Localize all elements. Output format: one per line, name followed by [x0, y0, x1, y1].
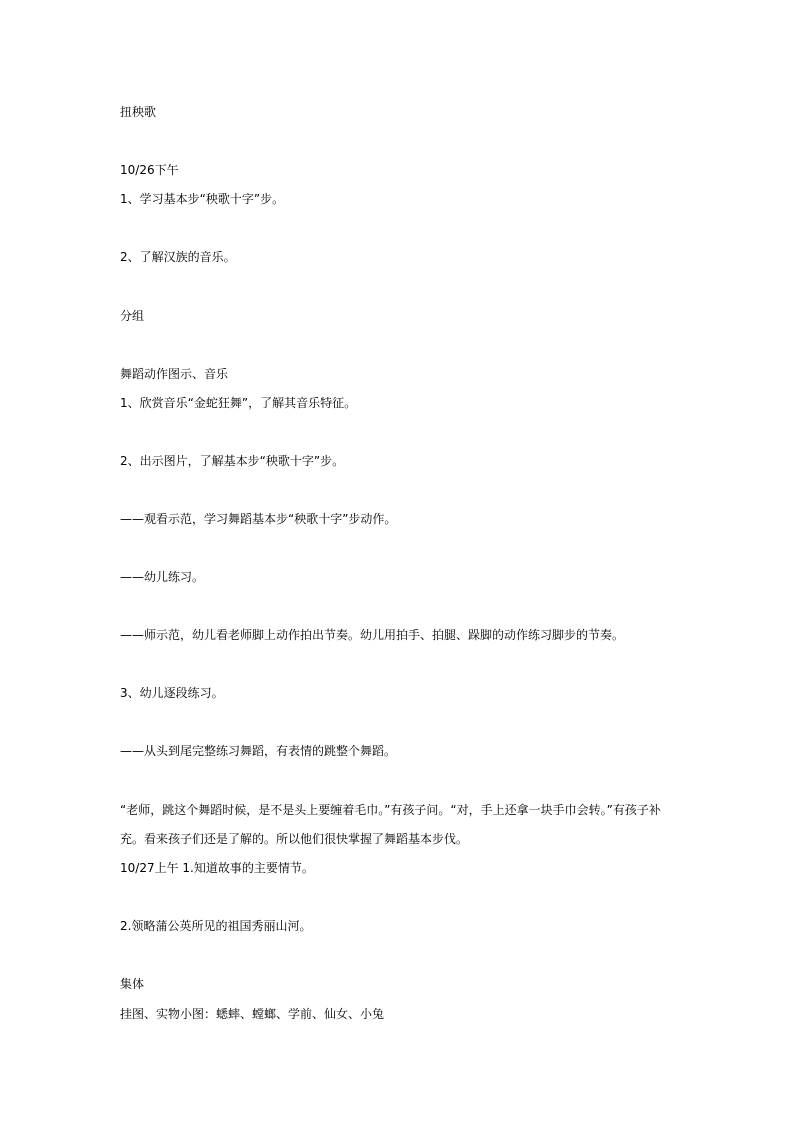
text-line: 2、出示图片，了解基本步“秧歌十字”步。 [120, 454, 345, 468]
text-line: 1、学习基本步“秧歌十字”步。 [120, 192, 285, 206]
text-line: ——观看示范，学习舞蹈基本步“秧歌十字”步动作。 [120, 512, 397, 526]
date-line: 10/27上午 1.知道故事的主要情节。 [120, 861, 314, 875]
text-line: 集体 [120, 977, 145, 991]
text-line: ——幼儿练习。 [120, 570, 205, 584]
document-title: 扭秧歌 [120, 105, 157, 119]
text-line: 挂图、实物小图：蟋蟀、螳螂、学前、仙女、小兔 [120, 1007, 385, 1021]
text-line: 1、欣赏音乐“金蛇狂舞”，了解其音乐特征。 [120, 396, 357, 410]
text-line: 舞蹈动作图示、音乐 [120, 367, 229, 381]
text-line: 分组 [120, 309, 145, 323]
text-line: ——师示范，幼儿看老师脚上动作拍出节奏。幼儿用拍手、拍腿、跺脚的动作练习脚步的节奏。 [120, 628, 625, 642]
text-line: 3、幼儿逐段练习。 [120, 686, 224, 700]
date-line: 10/26下午 [120, 163, 179, 177]
text-line: 2.领略蒲公英所见的祖国秀丽山河。 [120, 919, 312, 933]
text-line: 2、了解汉族的音乐。 [120, 250, 236, 264]
text-line: “老师，跳这个舞蹈时候，是不是头上要缠着毛巾。”有孩子问。“对，手上还拿一块手巾会转。”有孩子补 [120, 803, 661, 817]
text-line: ——从头到尾完整练习舞蹈，有表情的跳整个舞蹈。 [120, 744, 397, 758]
text-line: 充。看来孩子们还是了解的。所以他们很快掌握了舞蹈基本步伐。 [120, 832, 469, 846]
